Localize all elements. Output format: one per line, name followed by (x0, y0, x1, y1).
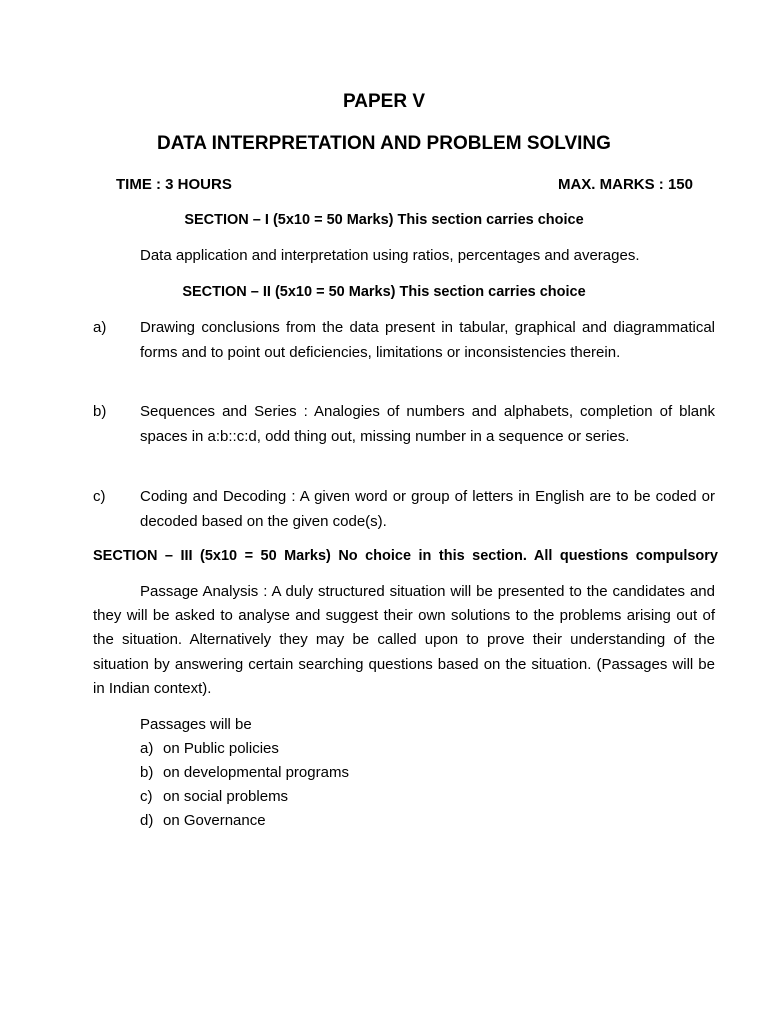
list-marker: b) (93, 403, 107, 420)
passage-list-item (140, 761, 349, 785)
passage-analysis-text: Passage Analysis : A duly structured situation will be presented to the candidates and they will be asked to analyse and suggest their own solutions to the problems arising out of the situation. Alternatively they may be called upon to prove their understanding of the situation by answering certain searching questions based on the situation. (Passages will be in Indian context). (93, 583, 715, 697)
list-item-text: on social problems (163, 788, 289, 805)
list-item-text: on Public policies (163, 740, 279, 757)
section-1-text: Data application and interpretation using ratios, percentages and averages. (140, 247, 640, 264)
passages-intro: Passages will be (140, 716, 252, 733)
list-item-text: Coding and Decoding : A given word or group of letters in English are to be coded or decoded based on the given code(s). (140, 488, 715, 530)
list-marker: a) (93, 319, 107, 336)
list-item (93, 400, 715, 449)
paper-subtitle: DATA INTERPRETATION AND PROBLEM SOLVING (157, 133, 611, 154)
list-marker: a) (140, 740, 154, 757)
list-item (93, 485, 715, 534)
list-marker: c) (140, 788, 153, 805)
section-3-heading: SECTION – III (5x10 = 50 Marks) No choice in this section. All questions compulsory (93, 548, 718, 564)
section-1-heading: SECTION – I (5x10 = 50 Marks) This section carries choice (184, 212, 584, 228)
passage-list-item (140, 785, 288, 809)
exam-time: TIME : 3 HOURS (116, 176, 232, 193)
max-marks: MAX. MARKS : 150 (557, 176, 693, 193)
list-marker: c) (93, 488, 106, 505)
paper-title: PAPER V (342, 91, 425, 112)
passage-list-item (140, 737, 279, 761)
list-item-text: Sequences and Series : Analogies of numbers and alphabets, completion of blank spaces in a:b::c:d, odd thing out, missing number in a sequence or series. (140, 403, 715, 445)
list-item-text: on Governance (163, 812, 266, 829)
passage-list-item (140, 809, 266, 833)
list-item-text: Drawing conclusions from the data present in tabular, graphical and diagrammatical forms and to point out deficiencies, limitations or inconsistencies therein. (140, 319, 715, 361)
list-marker: d) (140, 812, 154, 829)
list-item-text: on developmental programs (163, 764, 349, 781)
list-item (93, 316, 715, 365)
list-marker: b) (140, 764, 154, 781)
section-2-heading: SECTION – II (5x10 = 50 Marks) This section carries choice (182, 284, 586, 300)
